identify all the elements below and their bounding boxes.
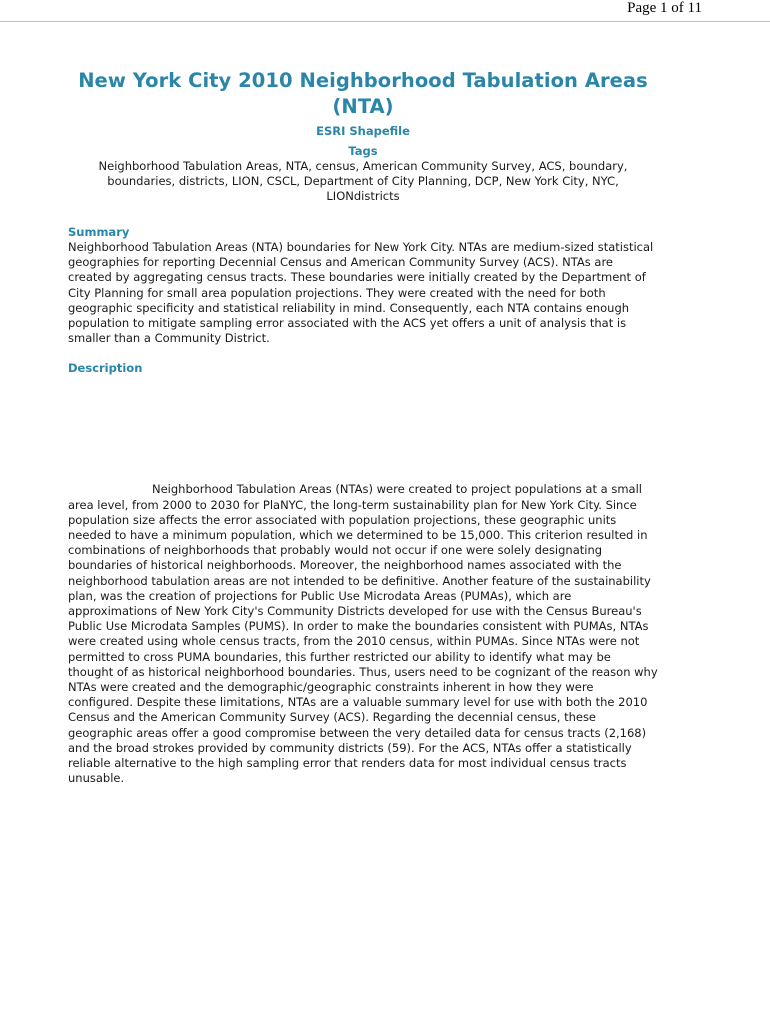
document-title: New York City 2010 Neighborhood Tabulation Areas (NTA) <box>78 69 648 118</box>
tags-text: Neighborhood Tabulation Areas, NTA, census, American Community Survey, ACS, boundary, boundaries, districts, LION, CSCL, Department of City Planning, DCP, New York City, NYC, LIONdistricts <box>98 159 628 203</box>
tags-heading: Tags <box>348 144 378 158</box>
document-subtitle: ESRI Shapefile <box>316 124 410 138</box>
description-heading: Description <box>68 361 143 376</box>
page-number: Page 1 of 11 <box>627 0 702 16</box>
header-divider <box>0 21 770 22</box>
document-body <box>68 68 658 798</box>
description-text: Neighborhood Tabulation Areas (NTAs) were created to project populations at a small area level, from 2000 to 2030 for PlaNYC, the long-term sustainability plan for New York City. Since population size affects the error associated with population projections, these geographic units needed to have a minimum population, which we determined to be 15,000. This criterion resulted in combinations of neighborhoods that probably would not occur if one were solely designating boundaries of historical neighborhoods. Moreover, the neighborhood names associated with the neighborhood tabulation areas are not intended to be definitive. Another feature of the sustainability plan, was the creation of projections for Public Use Microdata Areas (PUMAs), which are approximations of New York City's Community Districts developed for use with the Census Bureau's Public Use Microdata Samples (PUMS). In order to make the boundaries consistent with PUMAs, NTAs were created using whole census tracts, from the 2010 census, within PUMAs. Since NTAs were not permitted to cross PUMA boundaries, this further restricted our ability to identify what may be thought of as historical neighborhood boundaries. Thus, users need to be cognizant of the reason why NTAs were created and the demographic/geographic constraints inherent in how they were configured. Despite these limitations, NTAs are a valuable summary level for use with both the 2010 Census and the American Community Survey (ACS). Regarding the decennial census, these geographic areas offer a good compromise between the very detailed data for census tracts (2,168) and the broad strokes provided by community districts (59). For the ACS, NTAs offer a statistically reliable alternative to the high sampling error that renders data for most individual census tracts unusable. <box>68 482 658 786</box>
summary-heading: Summary <box>68 225 130 239</box>
summary-text: Neighborhood Tabulation Areas (NTA) boundaries for New York City. NTAs are medium-sized statistical geographies for reporting Decennial Census and American Community Survey (ACS). NTAs are created by aggregating census tracts. These boundaries were initially created by the Department of City Planning for small area population projections. They were created with the need for both geographic specificity and statistical reliability in mind. Consequently, each NTA contains enough population to mitigate sampling error associated with the ACS yet offers a unit of analysis that is smaller than a Community District. <box>68 240 654 346</box>
